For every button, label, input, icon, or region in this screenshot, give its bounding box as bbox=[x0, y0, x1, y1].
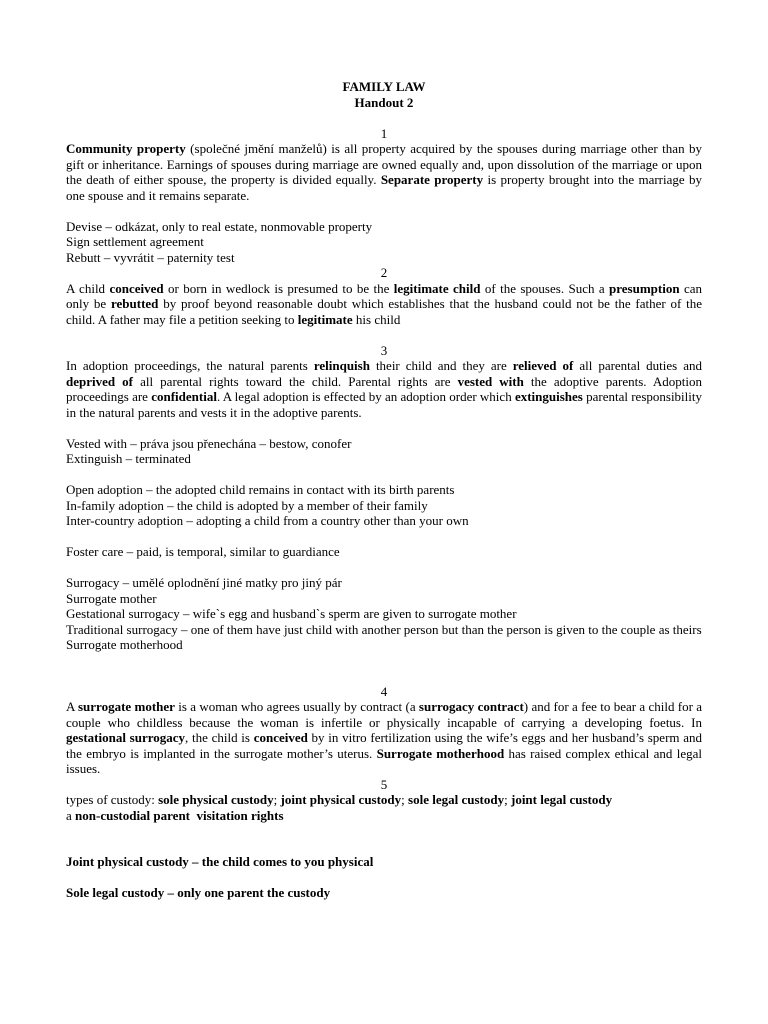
note-line: Foster care – paid, is temporal, similar to guardiance bbox=[66, 544, 340, 559]
note-line: Gestational surrogacy – wife`s egg and husband`s sperm are given to surrogate mother bbox=[66, 606, 517, 621]
note-line: Surrogate mother bbox=[66, 590, 157, 606]
note-line: Inter-country adoption – adopting a child from a country other than your own bbox=[66, 513, 469, 528]
note-line: Sign settlement agreement bbox=[66, 234, 204, 249]
note-line: Extinguish – terminated bbox=[66, 451, 191, 466]
section-number-4: 4 bbox=[380, 683, 388, 699]
term: Separate property bbox=[380, 172, 484, 187]
paragraph-surrogacy: A surrogate mother is a woman who agrees usually by contract (a surrogacy contract) and for a fee to bear a child for a couple who childless because the woman is infertile or physically incapable of carrying a developing foetus. In gestational surrogacy, the child is conceived by in vitro fertilization using the wife’s eggs and her husband’s sperm and the embryo is implanted in the surrogate mother’s uterus. Surrogate motherhood has raised complex ethical and legal issues. bbox=[66, 699, 703, 776]
document-subtitle: Handout 2 bbox=[354, 94, 414, 110]
bold-note-sole-legal: Sole legal custody – only one parent the custody bbox=[66, 885, 331, 900]
document-title: FAMILY LAW bbox=[342, 79, 426, 94]
note-line: Open adoption – the adopted child remains in contact with its birth parents bbox=[66, 482, 455, 497]
section-number-2: 2 bbox=[380, 265, 388, 280]
note-line: Devise – odkázat, only to real estate, nonmovable property bbox=[66, 218, 373, 234]
paragraph-legitimate-child: A child conceived or born in wedlock is presumed to be the legitimate child of the spouses. Such a presumption can only be rebutted by proof beyond reasonable doubt which establishes that the husband could not be the father of the child. A father may file a petition seeking to legitimate his child bbox=[66, 280, 703, 327]
section-number-1: 1 bbox=[380, 125, 388, 141]
paragraph-community-property: Community property (společné jmění manželů) is all property acquired by the spouses during marriage other than by gift or inheritance. Earnings of spouses during marriage are owned equally and, upon dissolution of the marriage or upon the death of either spouse, the property is divided equally. Separate property is property brought into the marriage by one spouse and it remains separate. bbox=[66, 141, 702, 203]
bold-note-joint-physical: Joint physical custody – the child comes to you physical bbox=[66, 854, 374, 869]
paragraph-adoption: In adoption proceedings, the natural parents relinquish their child and they are relieved of all parental duties and deprived of all parental rights toward the child. Parental rights are vested with the adoptive parents. Adoption proceedings are confidential. A legal adoption is effected by an adoption order which extinguishes parental responsibility in the natural parents and vests it in the adoptive parents. bbox=[66, 358, 703, 420]
section-number-5: 5 bbox=[380, 776, 388, 792]
document-body bbox=[66, 79, 702, 901]
custody-types-line: types of custody: sole physical custody; joint physical custody; sole legal custody; joint legal custody bbox=[66, 792, 613, 807]
section-number-3: 3 bbox=[380, 342, 388, 358]
note-line: Rebutt – vyvrátit – paternity test bbox=[66, 249, 235, 265]
note-line: Vested with – práva jsou přenechána – bestow, conofer bbox=[66, 435, 352, 451]
term: Community property bbox=[66, 141, 186, 156]
note-line: Traditional surrogacy – one of them have just child with another person but than the person is given to the couple as theirs bbox=[66, 621, 702, 637]
note-line: Surrogacy – umělé oplodnění jiné matky pro jiný pár bbox=[66, 575, 342, 590]
note-line: In-family adoption – the child is adopted by a member of their family bbox=[66, 497, 428, 513]
non-custodial-line: a non-custodial parent visitation rights bbox=[66, 807, 284, 823]
note-line: Surrogate motherhood bbox=[66, 637, 183, 652]
